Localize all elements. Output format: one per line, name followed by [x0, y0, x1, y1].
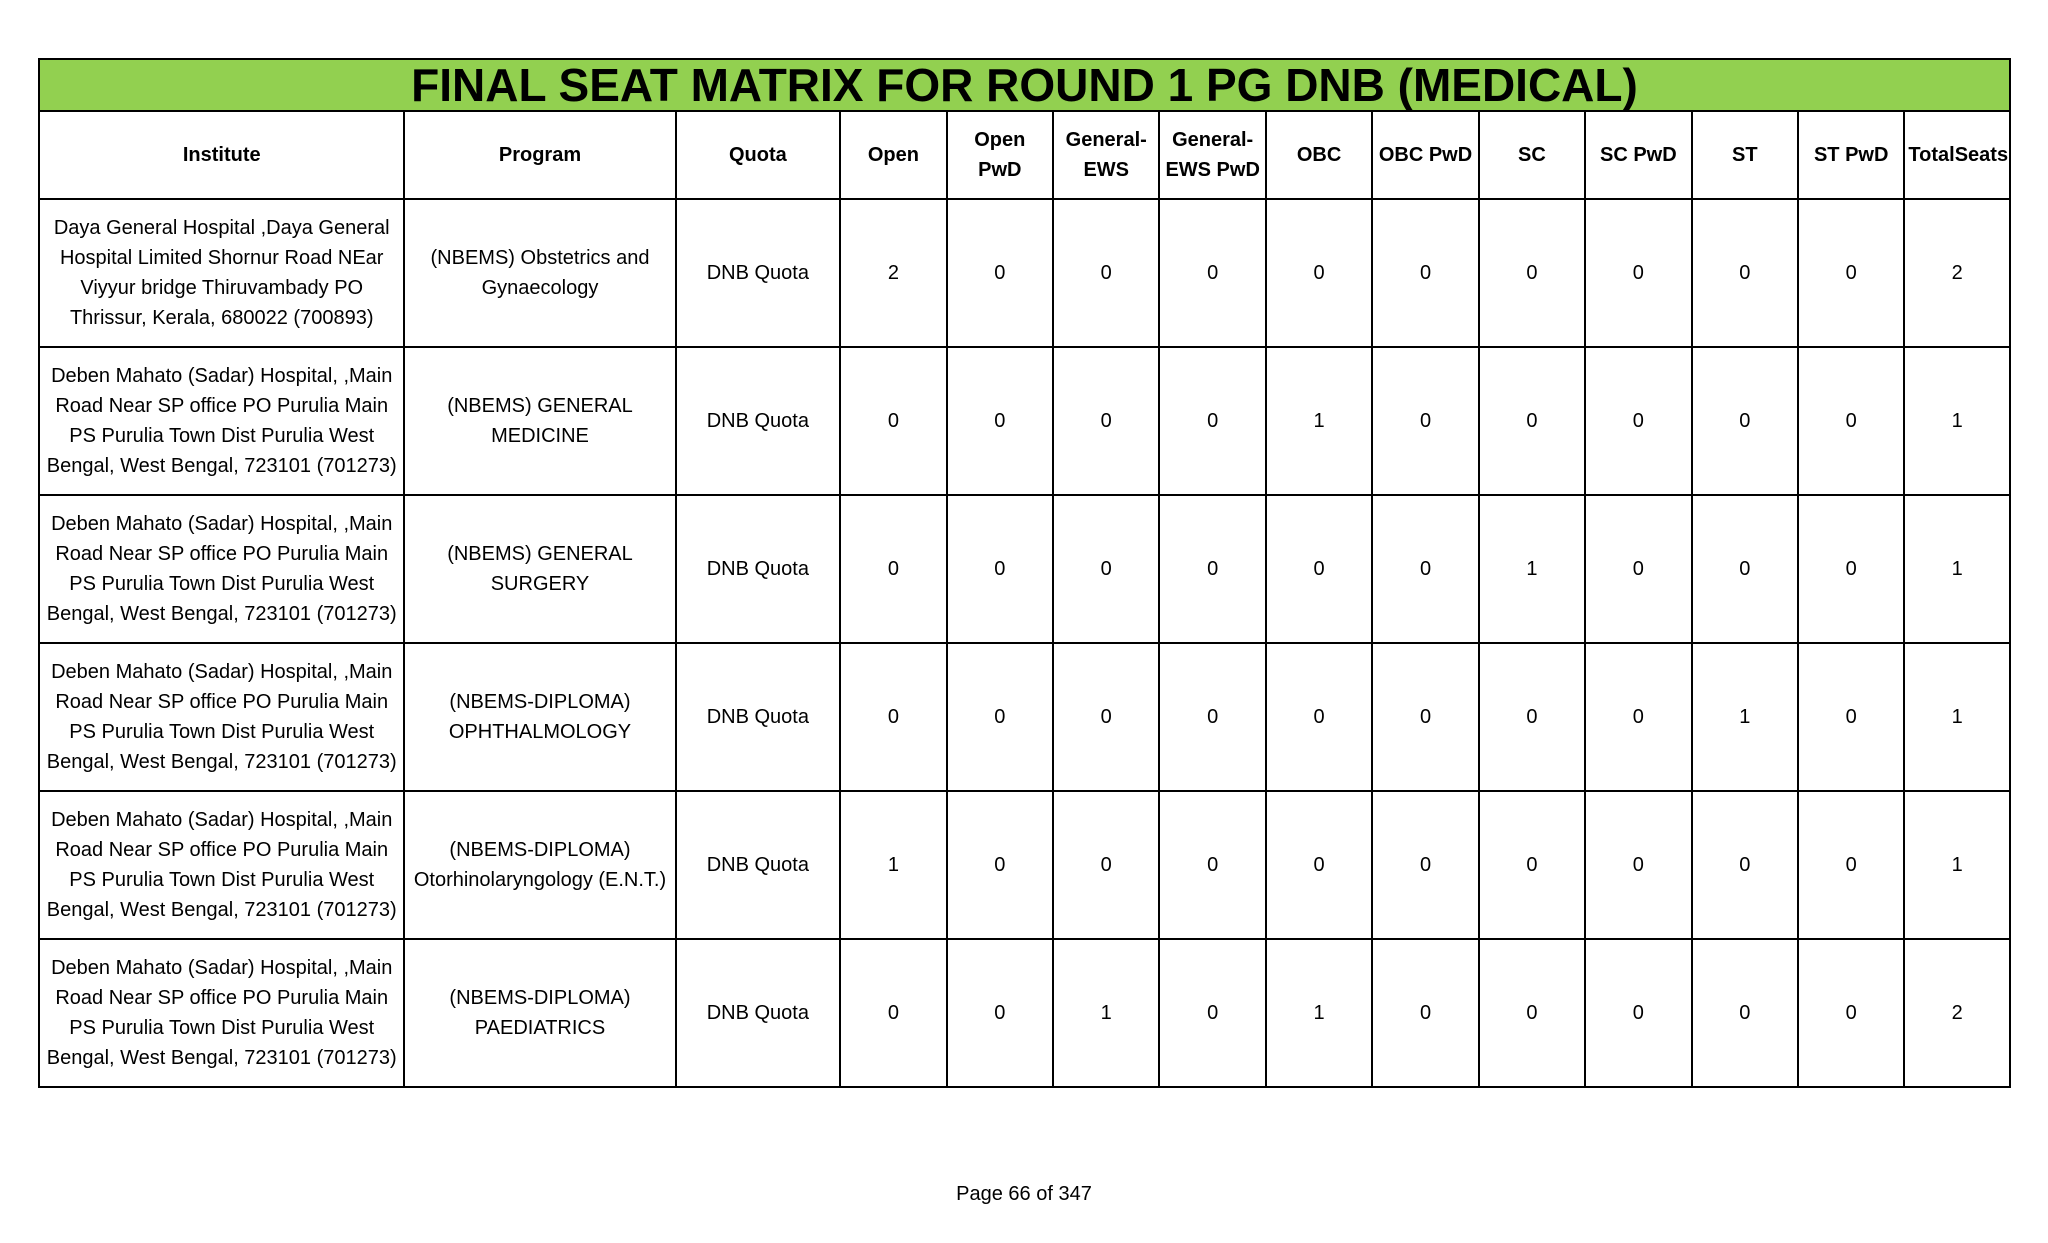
- table-row: [39, 199, 2010, 347]
- col-header-institute: Institute: [39, 111, 404, 199]
- cell-st-pwd: 0: [1798, 939, 1904, 1087]
- cell-obc-pwd: 0: [1372, 347, 1478, 495]
- cell-open: 0: [840, 643, 946, 791]
- cell-sc: 0: [1479, 643, 1585, 791]
- cell-general-ews-pwd: 0: [1159, 939, 1265, 1087]
- cell-st: 0: [1692, 791, 1798, 939]
- cell-obc-pwd: 0: [1372, 643, 1478, 791]
- cell-institute: Deben Mahato (Sadar) Hospital, ,Main Road Near SP office PO Purulia Main PS Purulia Town Dist Purulia West Bengal, West Bengal, 723101 (701273): [39, 939, 404, 1087]
- col-header-obc-pwd: OBC PwD: [1372, 111, 1478, 199]
- cell-general-ews: 1: [1053, 939, 1159, 1087]
- cell-open-pwd: 0: [947, 347, 1053, 495]
- cell-quota: DNB Quota: [676, 347, 841, 495]
- cell-sc-pwd: 0: [1585, 199, 1691, 347]
- title-row: [39, 59, 2010, 111]
- seat-matrix-table: [38, 58, 2011, 1088]
- cell-sc: 0: [1479, 199, 1585, 347]
- cell-sc: 1: [1479, 495, 1585, 643]
- cell-open: 0: [840, 939, 946, 1087]
- cell-total-seats: 1: [1904, 643, 2010, 791]
- cell-sc: 0: [1479, 347, 1585, 495]
- cell-program: (NBEMS) GENERAL MEDICINE: [404, 347, 675, 495]
- table-row: [39, 791, 2010, 939]
- cell-st: 1: [1692, 643, 1798, 791]
- cell-open-pwd: 0: [947, 939, 1053, 1087]
- cell-open-pwd: 0: [947, 495, 1053, 643]
- cell-obc: 0: [1266, 495, 1372, 643]
- cell-total-seats: 2: [1904, 199, 2010, 347]
- col-header-quota: Quota: [676, 111, 841, 199]
- cell-quota: DNB Quota: [676, 791, 841, 939]
- cell-program: (NBEMS-DIPLOMA) OPHTHALMOLOGY: [404, 643, 675, 791]
- table-row: [39, 939, 2010, 1087]
- cell-institute: Deben Mahato (Sadar) Hospital, ,Main Road Near SP office PO Purulia Main PS Purulia Town Dist Purulia West Bengal, West Bengal, 723101 (701273): [39, 347, 404, 495]
- col-header-sc-pwd: SC PwD: [1585, 111, 1691, 199]
- page-title: FINAL SEAT MATRIX FOR ROUND 1 PG DNB (MEDICAL): [39, 59, 2010, 111]
- cell-obc-pwd: 0: [1372, 791, 1478, 939]
- cell-sc-pwd: 0: [1585, 347, 1691, 495]
- cell-open: 1: [840, 791, 946, 939]
- col-header-sc: SC: [1479, 111, 1585, 199]
- cell-st-pwd: 0: [1798, 347, 1904, 495]
- cell-sc-pwd: 0: [1585, 939, 1691, 1087]
- cell-st: 0: [1692, 939, 1798, 1087]
- cell-general-ews-pwd: 0: [1159, 643, 1265, 791]
- cell-institute: Deben Mahato (Sadar) Hospital, ,Main Road Near SP office PO Purulia Main PS Purulia Town Dist Purulia West Bengal, West Bengal, 723101 (701273): [39, 643, 404, 791]
- cell-general-ews: 0: [1053, 199, 1159, 347]
- cell-obc-pwd: 0: [1372, 199, 1478, 347]
- col-header-obc: OBC: [1266, 111, 1372, 199]
- cell-st: 0: [1692, 199, 1798, 347]
- col-header-general-ews-pwd: General-EWS PwD: [1159, 111, 1265, 199]
- cell-total-seats: 1: [1904, 347, 2010, 495]
- cell-st-pwd: 0: [1798, 495, 1904, 643]
- cell-general-ews-pwd: 0: [1159, 347, 1265, 495]
- cell-program: (NBEMS-DIPLOMA) Otorhinolaryngology (E.N.T.): [404, 791, 675, 939]
- col-header-program: Program: [404, 111, 675, 199]
- cell-open: 0: [840, 347, 946, 495]
- cell-general-ews: 0: [1053, 347, 1159, 495]
- cell-general-ews-pwd: 0: [1159, 495, 1265, 643]
- cell-obc: 0: [1266, 791, 1372, 939]
- col-header-st: ST: [1692, 111, 1798, 199]
- cell-obc-pwd: 0: [1372, 495, 1478, 643]
- cell-total-seats: 1: [1904, 791, 2010, 939]
- cell-sc-pwd: 0: [1585, 495, 1691, 643]
- cell-quota: DNB Quota: [676, 643, 841, 791]
- table-row: [39, 347, 2010, 495]
- cell-institute: Deben Mahato (Sadar) Hospital, ,Main Road Near SP office PO Purulia Main PS Purulia Town Dist Purulia West Bengal, West Bengal, 723101 (701273): [39, 791, 404, 939]
- cell-quota: DNB Quota: [676, 495, 841, 643]
- cell-sc: 0: [1479, 939, 1585, 1087]
- cell-st-pwd: 0: [1798, 199, 1904, 347]
- cell-st-pwd: 0: [1798, 791, 1904, 939]
- col-header-open: Open: [840, 111, 946, 199]
- cell-general-ews-pwd: 0: [1159, 199, 1265, 347]
- cell-program: (NBEMS) GENERAL SURGERY: [404, 495, 675, 643]
- col-header-general-ews: General-EWS: [1053, 111, 1159, 199]
- cell-st-pwd: 0: [1798, 643, 1904, 791]
- cell-program: (NBEMS) Obstetrics and Gynaecology: [404, 199, 675, 347]
- cell-open-pwd: 0: [947, 199, 1053, 347]
- cell-obc: 1: [1266, 939, 1372, 1087]
- cell-sc-pwd: 0: [1585, 643, 1691, 791]
- cell-obc: 1: [1266, 347, 1372, 495]
- cell-obc: 0: [1266, 199, 1372, 347]
- table-row: [39, 495, 2010, 643]
- cell-obc-pwd: 0: [1372, 939, 1478, 1087]
- cell-total-seats: 1: [1904, 495, 2010, 643]
- cell-total-seats: 2: [1904, 939, 2010, 1087]
- col-header-open-pwd: Open PwD: [947, 111, 1053, 199]
- cell-obc: 0: [1266, 643, 1372, 791]
- cell-sc-pwd: 0: [1585, 791, 1691, 939]
- cell-st: 0: [1692, 495, 1798, 643]
- cell-open-pwd: 0: [947, 791, 1053, 939]
- table-row: [39, 643, 2010, 791]
- cell-open: 0: [840, 495, 946, 643]
- col-header-total-seats: TotalSeats: [1904, 111, 2010, 199]
- col-header-st-pwd: ST PwD: [1798, 111, 1904, 199]
- cell-institute: Deben Mahato (Sadar) Hospital, ,Main Road Near SP office PO Purulia Main PS Purulia Town Dist Purulia West Bengal, West Bengal, 723101 (701273): [39, 495, 404, 643]
- cell-st: 0: [1692, 347, 1798, 495]
- cell-quota: DNB Quota: [676, 199, 841, 347]
- page-number: Page 66 of 347: [956, 1183, 1092, 1205]
- cell-open-pwd: 0: [947, 643, 1053, 791]
- header-row: [39, 111, 2010, 199]
- cell-general-ews: 0: [1053, 791, 1159, 939]
- cell-open: 2: [840, 199, 946, 347]
- cell-program: (NBEMS-DIPLOMA) PAEDIATRICS: [404, 939, 675, 1087]
- cell-general-ews: 0: [1053, 643, 1159, 791]
- cell-sc: 0: [1479, 791, 1585, 939]
- cell-institute: Daya General Hospital ,Daya General Hospital Limited Shornur Road NEar Viyyur bridge Thiruvambady PO Thrissur, Kerala, 680022 (700893): [39, 199, 404, 347]
- cell-general-ews-pwd: 0: [1159, 791, 1265, 939]
- cell-general-ews: 0: [1053, 495, 1159, 643]
- cell-quota: DNB Quota: [676, 939, 841, 1087]
